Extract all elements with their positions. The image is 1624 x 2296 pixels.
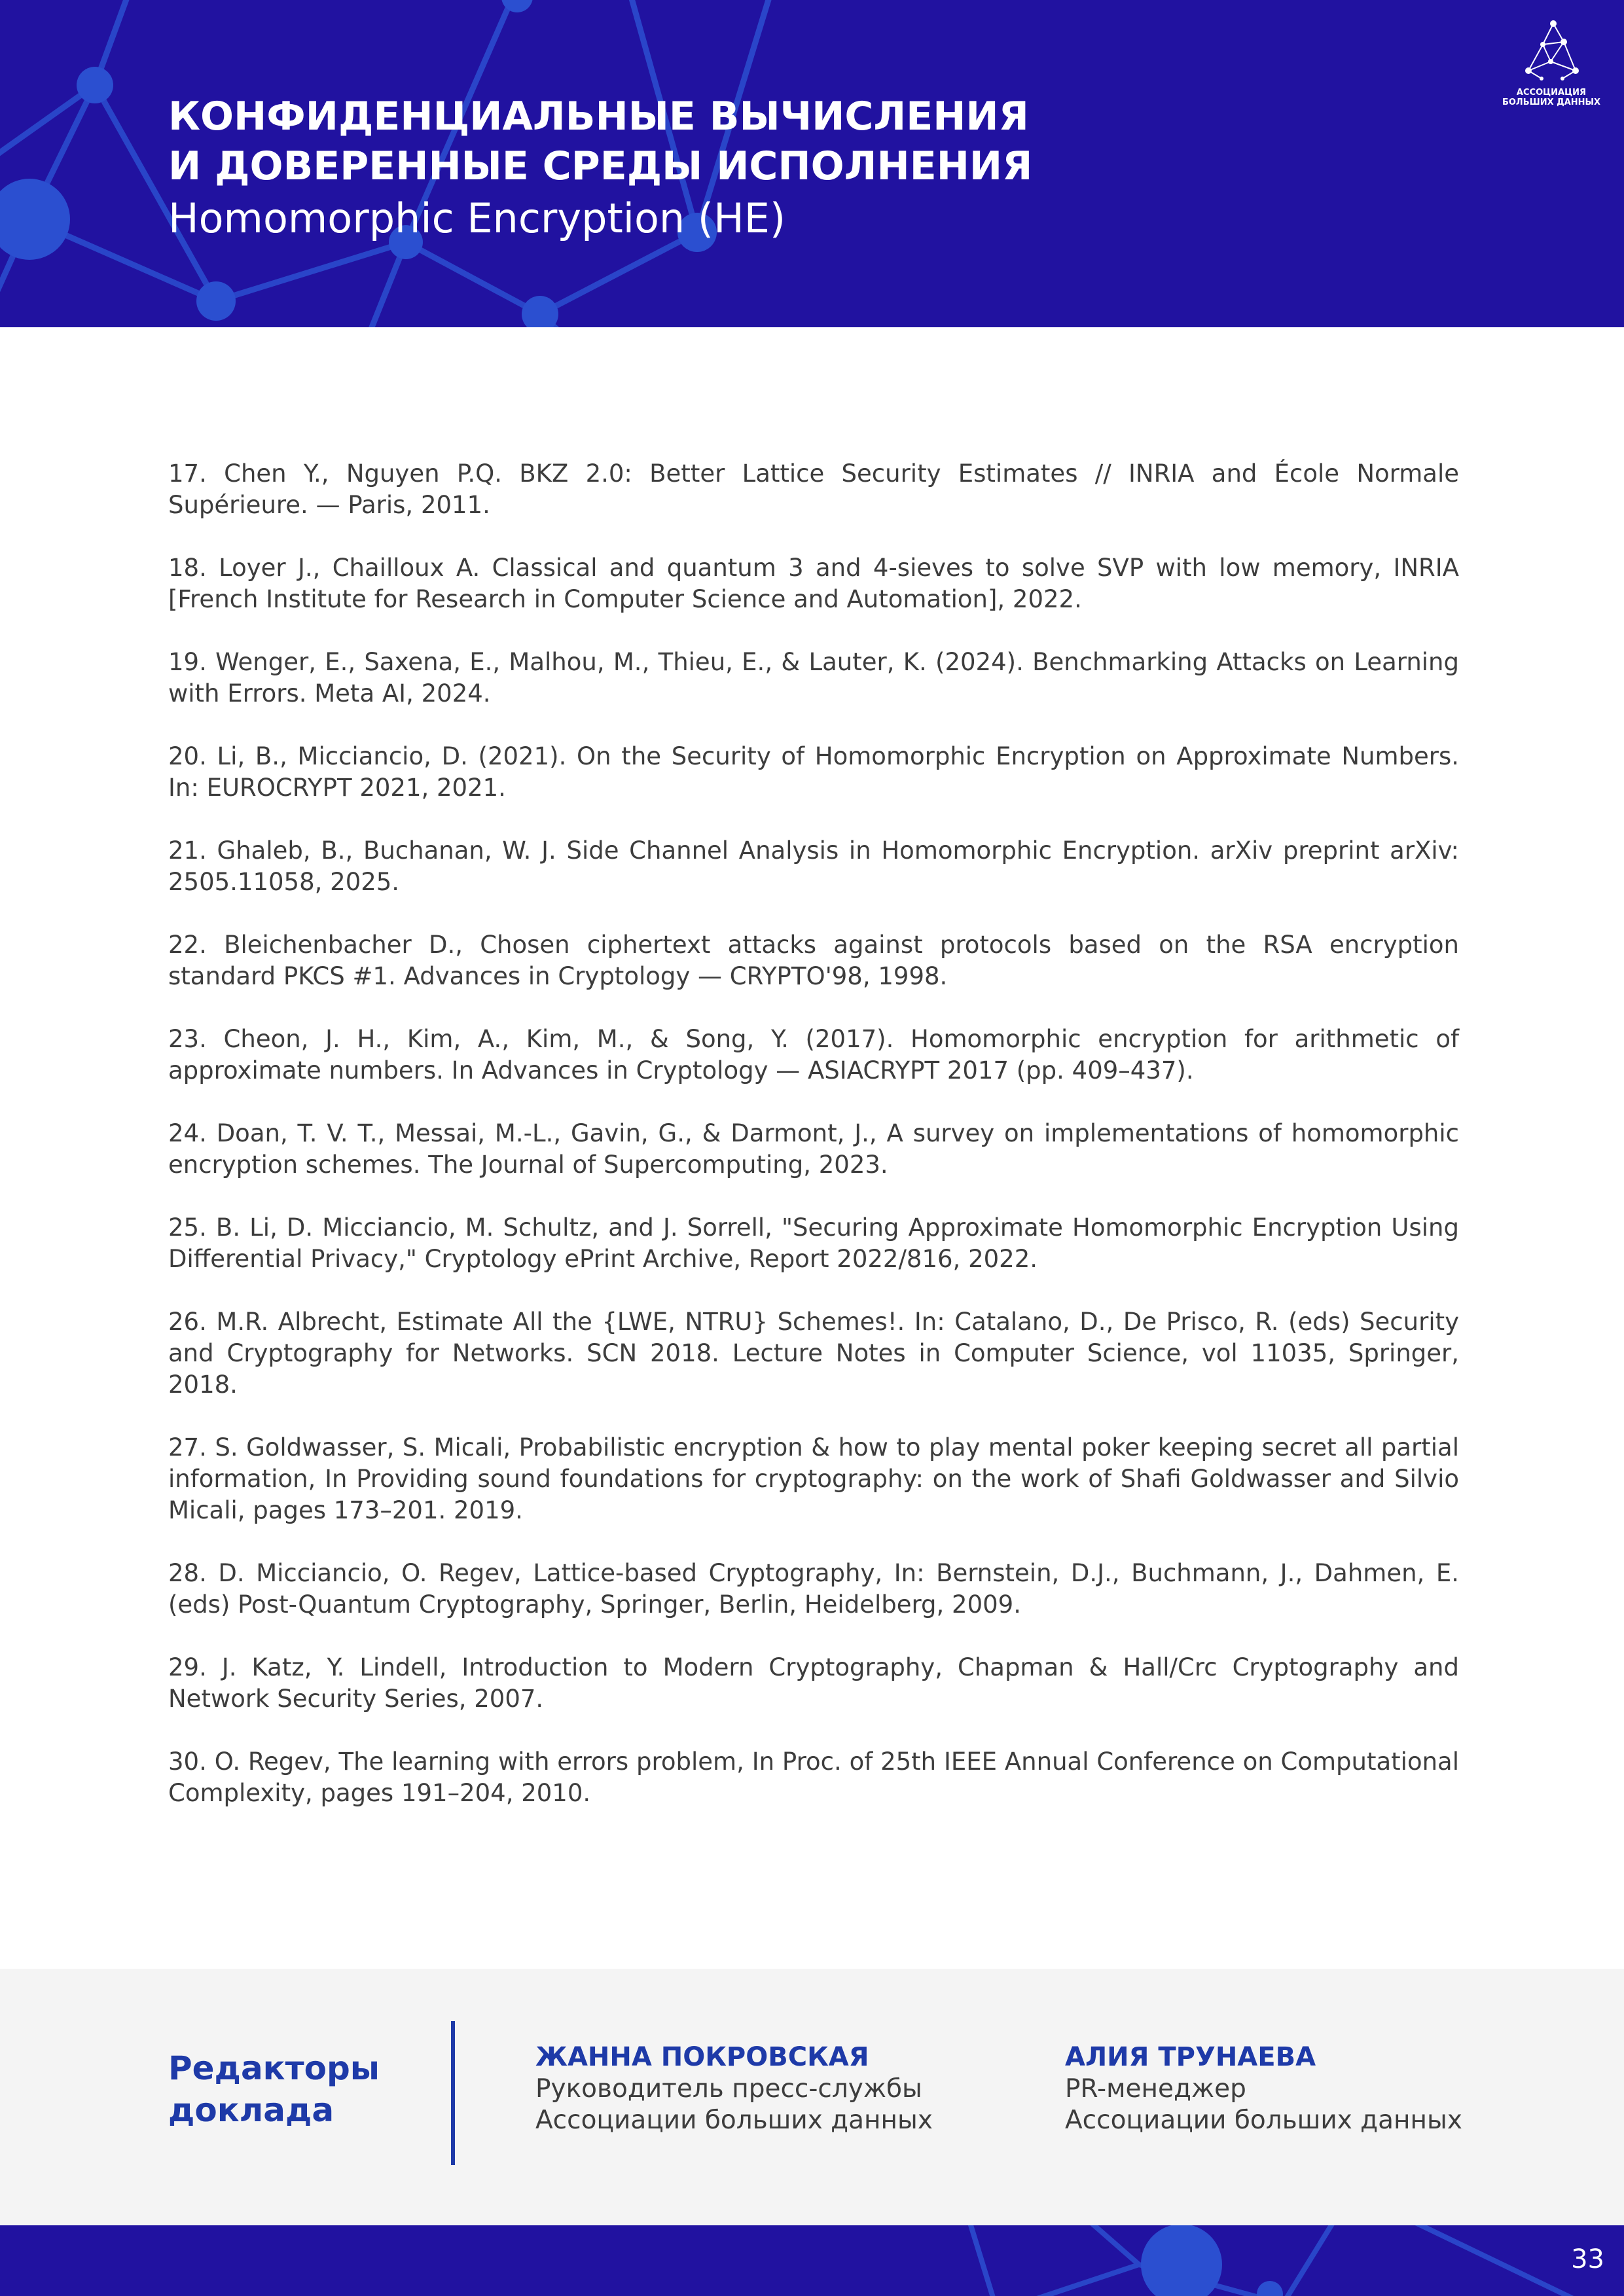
page-title-line-1: КОНФИДЕНЦИАЛЬНЫЕ ВЫЧИСЛЕНИЯ — [168, 94, 1029, 139]
reference-item: 28. D. Micciancio, O. Regev, Lattice-based Cryptography, In: Bernstein, D.J., Buchmann, J., Dahmen, E. (eds) Post-Quantum Cryptography, Springer, Berlin, Heidelberg, 2009. — [168, 1559, 1459, 1619]
reference-item: 22. Bleichenbacher D., Chosen ciphertext attacks against protocols based on the RSA encryption standard PKCS #1. Advances in Cryptology — CRYPTO'98, 1998. — [168, 931, 1459, 990]
editors-panel — [0, 1969, 1624, 2225]
constellation-logo-icon — [1515, 18, 1587, 84]
editor-name: ЖАННА ПОКРОВСКАЯ — [535, 2042, 869, 2072]
editor-organization: Ассоциации больших данных — [535, 2106, 933, 2135]
reference-item: 21. Ghaleb, B., Buchanan, W. J. Side Channel Analysis in Homomorphic Encryption. arXiv preprint arXiv: 2505.11058, 2025. — [168, 836, 1459, 896]
editor-role: PR-менеджер — [1065, 2074, 1246, 2104]
editor-organization: Ассоциации больших данных — [1065, 2106, 1462, 2135]
reference-item: 25. B. Li, D. Micciancio, M. Schultz, and J. Sorrell, "Securing Approximate Homomorphic Encryption Using Differential Privacy," Cryptology ePrint Archive, Report 2022/816, 2022. — [168, 1213, 1459, 1273]
reference-item: 18. Loyer J., Chailloux A. Classical and quantum 3 and 4-sieves to solve SVP with low memory, INRIA [French Institute for Research in Computer Science and Automation], 2022. — [168, 554, 1459, 613]
logo-text: АССОЦИАЦИЯ БОЛЬШИХ ДАННЫХ — [1502, 88, 1601, 107]
reference-item: 27. S. Goldwasser, S. Micali, Probabilistic encryption & how to play mental poker keeping secret all partial information, In Providing sound foundations for cryptography: on the work of Shafi Goldwasser and Silvio Micali, pages 173–201. 2019. — [168, 1433, 1459, 1524]
reference-item: 23. Cheon, J. H., Kim, A., Kim, M., & Song, Y. (2017). Homomorphic encryption for arithmetic of approximate numbers. In Advances in Cryptology — ASIACRYPT 2017 (pp. 409–437). — [168, 1025, 1459, 1085]
reference-item: 26. M.R. Albrecht, Estimate All the {LWE, NTRU} Schemes!. In: Catalano, D., De Prisco, R. (eds) Security and Cryptography for Networks. SCN 2018. Lecture Notes in Computer Science, vol 11035, Springer, 2018. — [168, 1308, 1459, 1399]
references-list — [168, 458, 1459, 1840]
network-pattern-decoration — [0, 2225, 1624, 2296]
editors-heading: Редакторы доклада — [168, 2049, 380, 2129]
reference-item: 19. Wenger, E., Saxena, E., Malhou, M., Thieu, E., & Lauter, K. (2024). Benchmarking Attacks on Learning with Errors. Meta AI, 2024. — [168, 648, 1459, 708]
editor-role: Руководитель пресс-службы — [535, 2074, 922, 2104]
editor-card — [1065, 2041, 1462, 2136]
association-logo — [1499, 18, 1604, 107]
editors-divider — [451, 2021, 455, 2165]
page-number: 33 — [1571, 2244, 1604, 2274]
reference-item: 24. Doan, T. V. T., Messai, M.-L., Gavin, G., & Darmont, J., A survey on implementations of homomorphic encryption schemes. The Journal of Supercomputing, 2023. — [168, 1119, 1459, 1179]
page-subtitle: Homomorphic Encryption (HE) — [168, 194, 786, 242]
page-title-line-2: И ДОВЕРЕННЫЕ СРЕДЫ ИСПОЛНЕНИЯ — [168, 143, 1033, 189]
editor-card — [535, 2041, 933, 2136]
header-banner — [0, 0, 1624, 327]
footer-banner — [0, 2225, 1624, 2296]
reference-item: 17. Chen Y., Nguyen P.Q. BKZ 2.0: Better Lattice Security Estimates // INRIA and École Normale Supérieure. — Paris, 2011. — [168, 459, 1459, 519]
editor-name: АЛИЯ ТРУНАЕВА — [1065, 2042, 1316, 2072]
reference-item: 30. O. Regev, The learning with errors problem, In Proc. of 25th IEEE Annual Conference on Computational Complexity, pages 191–204, 2010. — [168, 1748, 1459, 1807]
title-block — [168, 92, 1032, 246]
reference-item: 29. J. Katz, Y. Lindell, Introduction to Modern Cryptography, Chapman & Hall/Crc Cryptography and Network Security Series, 2007. — [168, 1653, 1459, 1713]
reference-item: 20. Li, B., Micciancio, D. (2021). On the Security of Homomorphic Encryption on Approximate Numbers. In: EUROCRYPT 2021, 2021. — [168, 742, 1459, 802]
